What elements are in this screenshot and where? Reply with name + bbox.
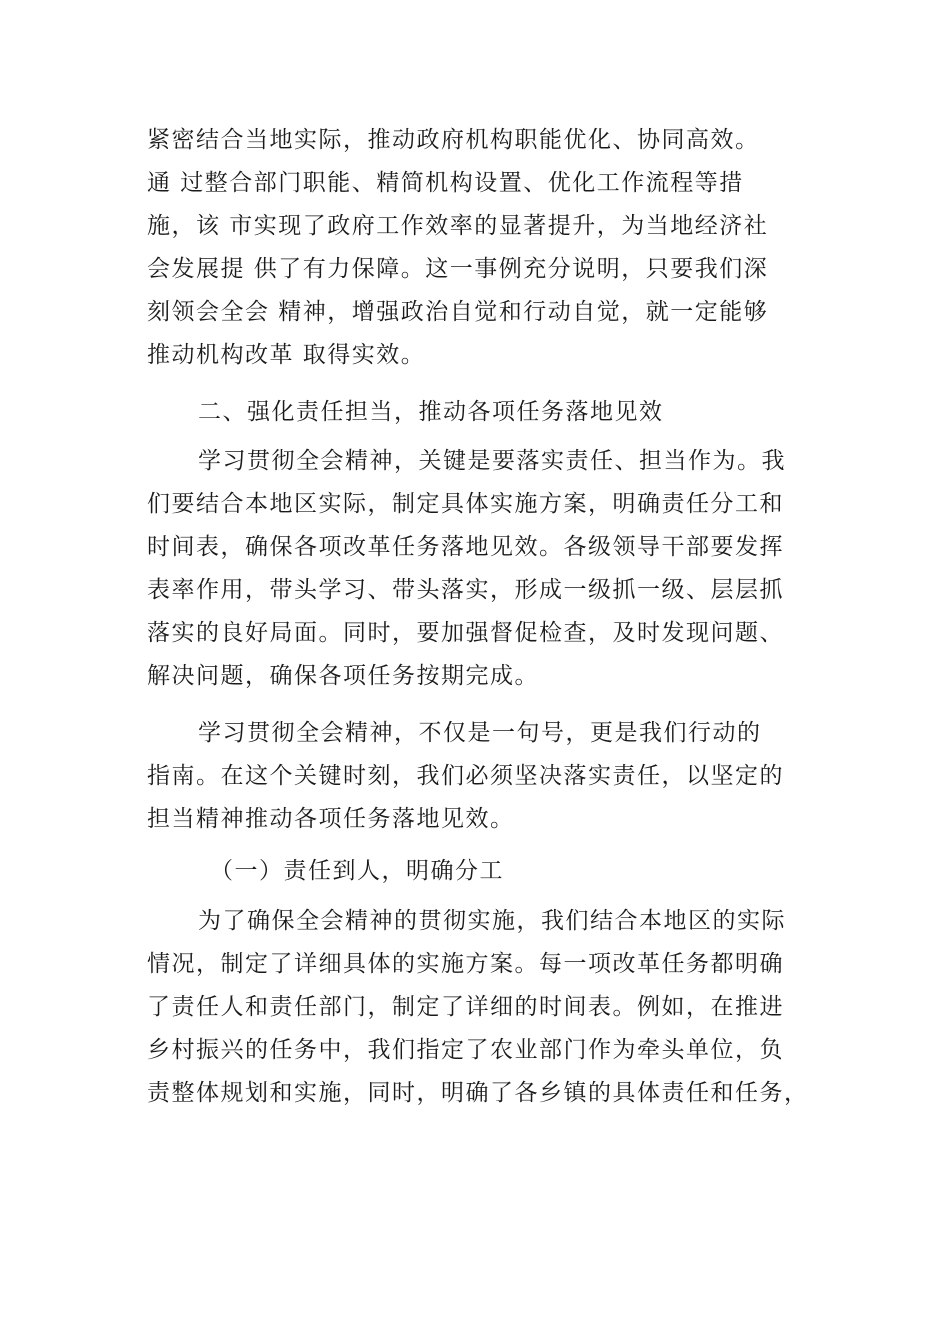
- body-text-line: 推动机构改革 取得实效。: [147, 342, 426, 368]
- subsection-heading: （一）责任到人，明确分工: [210, 858, 504, 884]
- body-text-line: 责整体规划和实施，同时，明确了各乡镇的具体责任和任务，: [147, 1080, 809, 1106]
- body-text-line: 为了确保全会精神的贯彻实施，我们结合本地区的实际: [198, 908, 786, 934]
- body-text-line: 时间表，确保各项改革任务落地见效。各级领导干部要发挥: [147, 534, 784, 560]
- body-text-line: 解决问题，确保各项任务按期完成。: [147, 663, 539, 689]
- body-text-line: 落实的良好局面。同时，要加强督促检查，及时发现问题、: [147, 620, 784, 646]
- body-text-line: 指南。在这个关键时刻，我们必须坚决落实责任，以坚定的: [147, 763, 784, 789]
- body-text-line: 通 过整合部门职能、精简机构设置、优化工作流程等措: [147, 170, 744, 196]
- body-text-line: 了责任人和责任部门，制定了详细的时间表。例如，在推进: [147, 994, 784, 1020]
- body-text-line: 施，该 市实现了政府工作效率的显著提升，为当地经济社: [147, 213, 769, 239]
- body-text-line: 紧密结合当地实际，推动政府机构职能优化、协同高效。: [147, 127, 760, 153]
- section-heading: 二、强化责任担当，推动各项任务落地见效: [198, 399, 664, 425]
- body-text-line: 情况，制定了详细具体的实施方案。每一项改革任务都明确: [147, 951, 784, 977]
- body-text-line: 学习贯彻全会精神，关键是要落实责任、担当作为。我: [198, 448, 786, 474]
- body-text-line: 表率作用，带头学习、带头落实，形成一级抓一级、层层抓: [147, 577, 784, 603]
- body-text-line: 刻领会全会 精神，增强政治自觉和行动自觉，就一定能够: [147, 299, 769, 325]
- body-text-line: 会发展提 供了有力保障。这一事例充分说明，只要我们深: [147, 256, 769, 282]
- body-text-line: 学习贯彻全会精神，不仅是一句号，更是我们行动的: [198, 720, 762, 746]
- body-text-line: 乡村振兴的任务中，我们指定了农业部门作为牵头单位，负: [147, 1037, 784, 1063]
- body-text-line: 担当精神推动各项任务落地见效。: [147, 806, 515, 832]
- body-text-line: 们要结合本地区实际，制定具体实施方案，明确责任分工和: [147, 491, 784, 517]
